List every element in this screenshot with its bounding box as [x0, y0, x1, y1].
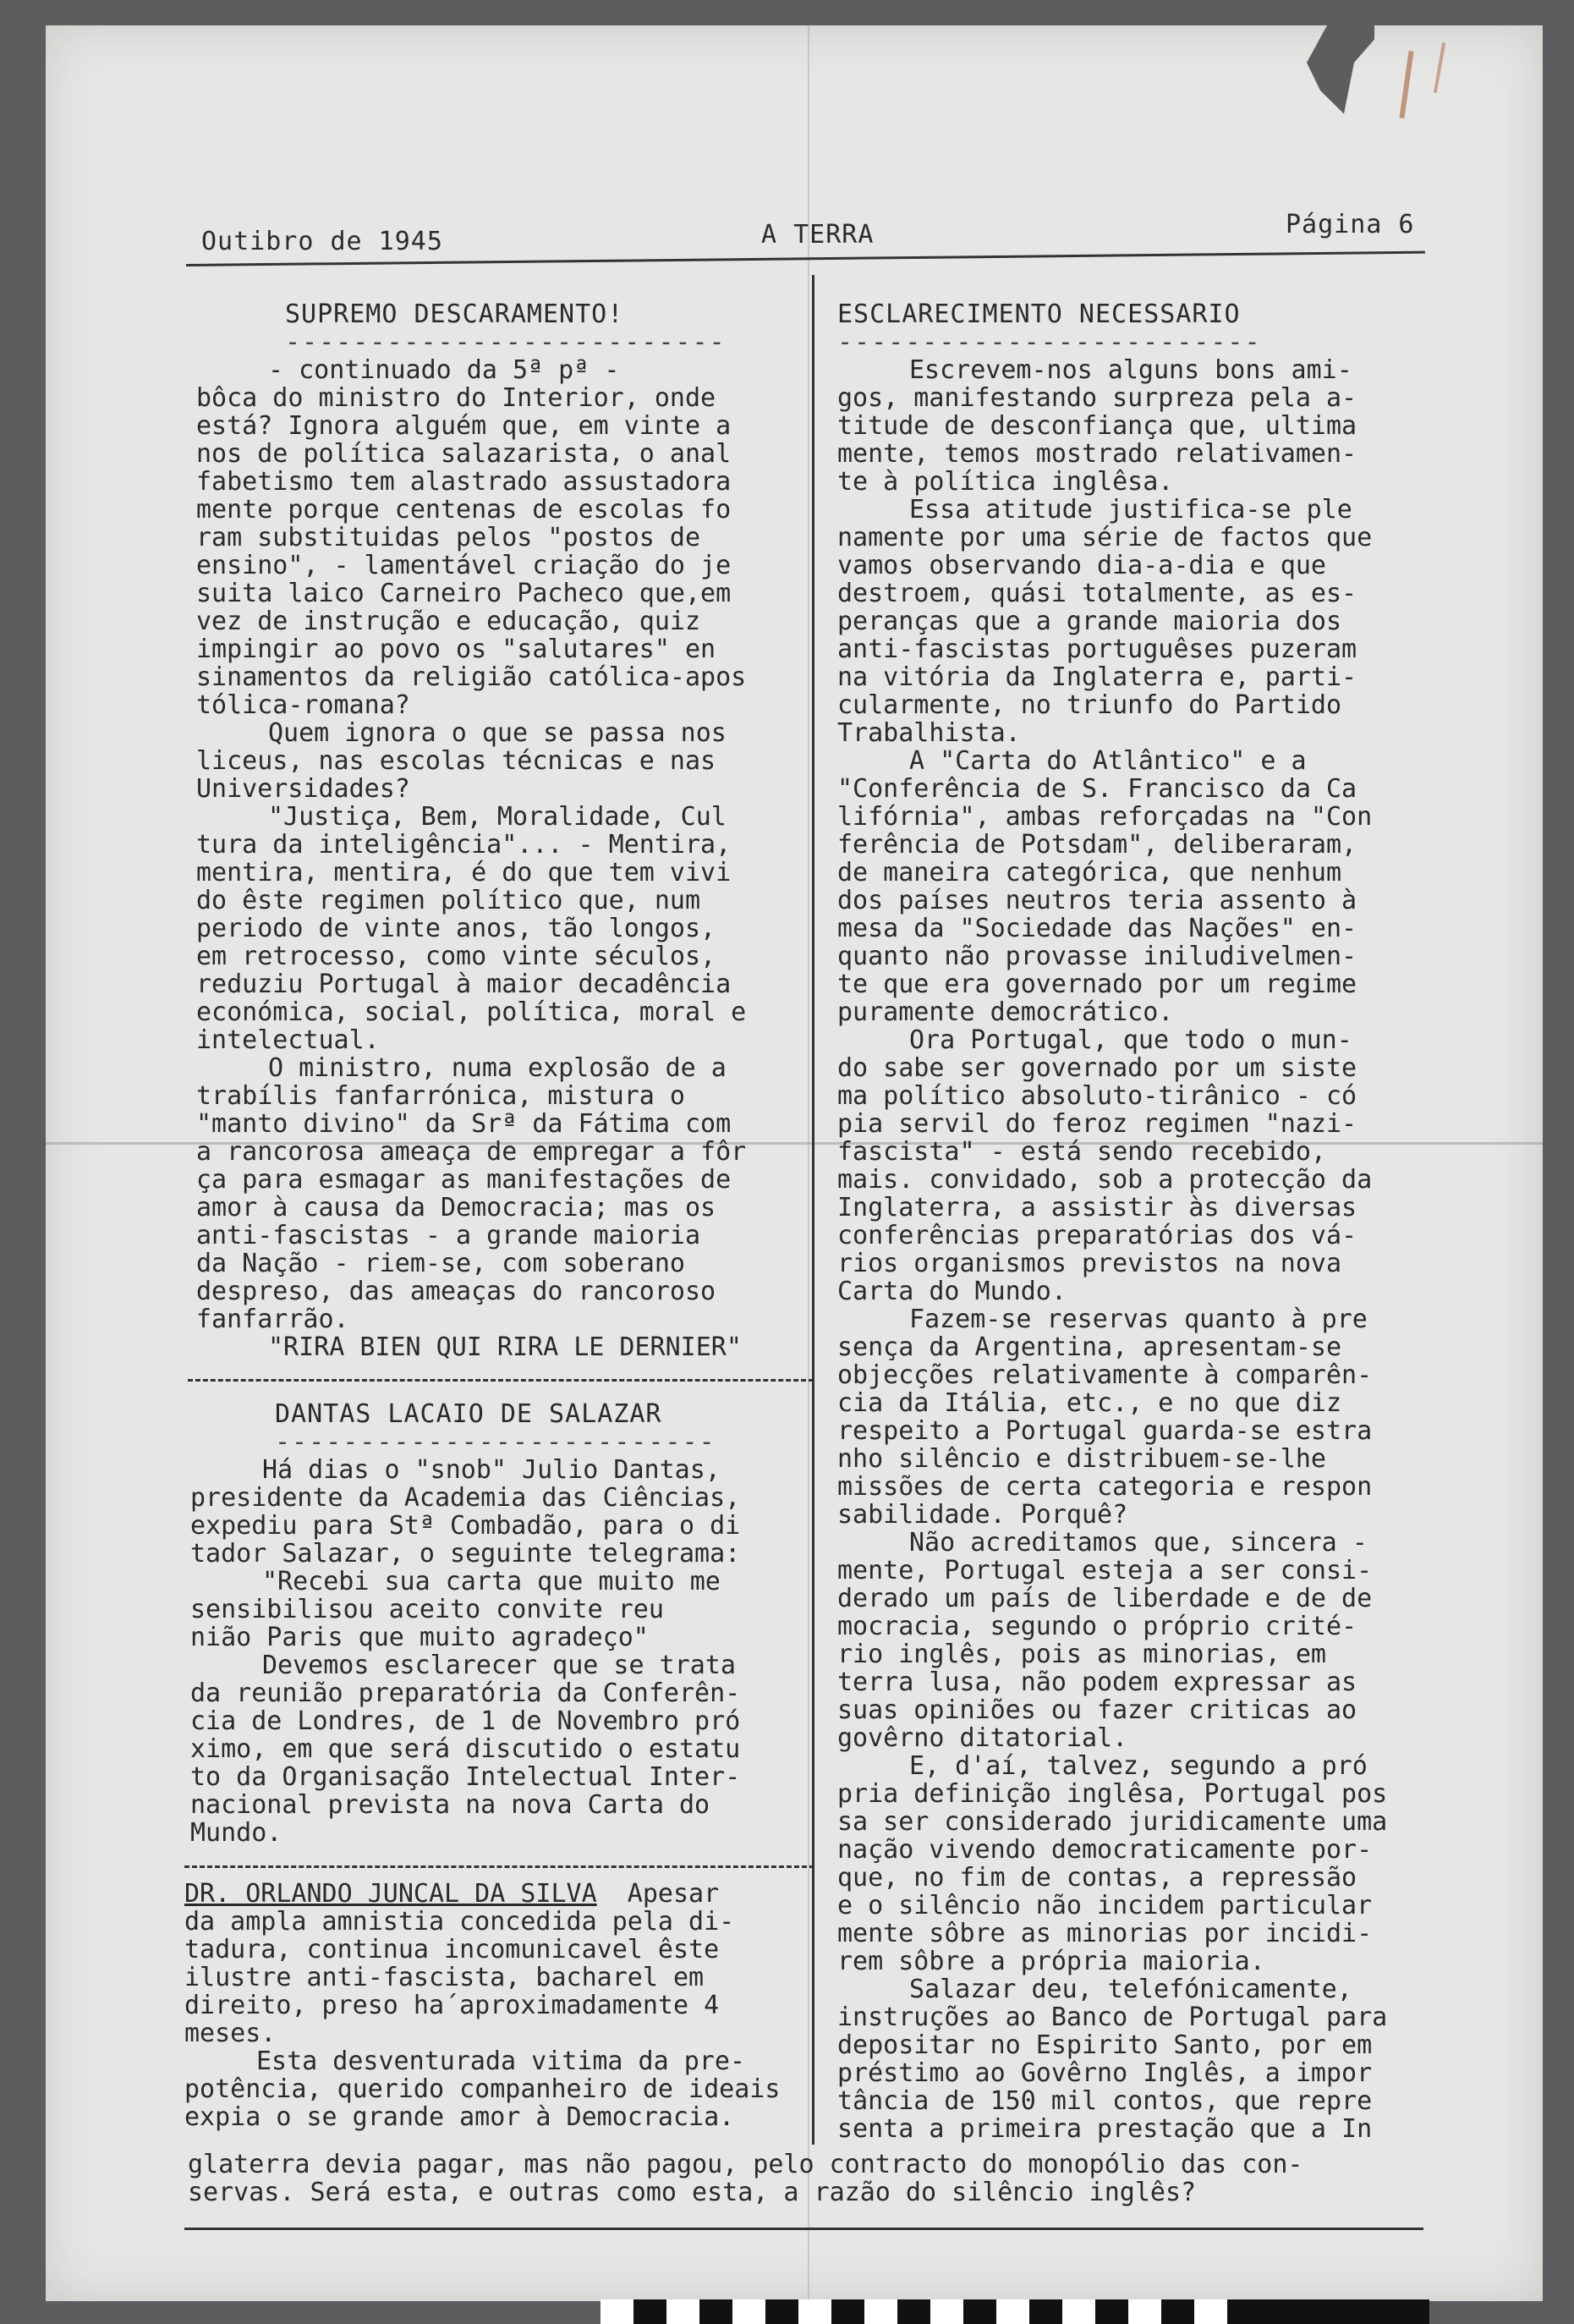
text-line: tância de 150 mil contos, que repre [837, 2087, 1373, 2115]
text-line: potência, querido companheiro de ideais [184, 2075, 781, 2103]
text-line: "RIRA BIEN QUI RIRA LE DERNIER" [268, 1333, 742, 1361]
text-line: liceus, nas escolas técnicas e nas [196, 747, 716, 775]
text-line: na vitória da Inglaterra e, parti- [837, 663, 1357, 691]
text-line: Quem ignora o que se passa nos [268, 719, 727, 747]
measurement-scale-end [1260, 2299, 1429, 2324]
article-title: SUPREMO DESCARAMENTO! [285, 300, 624, 328]
text-line: tador Salazar, o seguinte telegrama: [190, 1540, 741, 1568]
text-line: do êste regimen político que, num [196, 887, 701, 915]
text-line: "Recebi sua carta que muito me [262, 1568, 721, 1596]
text-line: objecções relativamente à comparên- [837, 1361, 1373, 1389]
text-line: "Justiça, Bem, Moralidade, Cul [268, 803, 727, 831]
text-line: gos, manifestando surpreza pela a- [837, 384, 1357, 412]
text-line: impingir ao povo os "salutares" en [196, 635, 716, 663]
article-supremo-descaramento [196, 300, 805, 1361]
text-line: amor à causa da Democracia; mas os [196, 1194, 716, 1222]
article-esclarecimento-necessario [837, 300, 1446, 2143]
text-line: cia de Londres, de 1 de Novembro pró [190, 1707, 741, 1735]
text-line: mente, Portugal esteja a ser consi- [837, 1557, 1373, 1585]
text-line: nião Paris que muito agradeço" [190, 1624, 649, 1651]
text-line: tadura, continua incomunicavel êste [184, 1936, 720, 1964]
text-line: Mundo. [190, 1819, 282, 1847]
text-line: respeito a Portugal guarda-se estra [837, 1417, 1373, 1445]
text-line: derado um país de liberdade e de de [837, 1585, 1373, 1613]
text-line: sa ser considerado juridicamente uma [837, 1808, 1388, 1836]
column-separator [812, 275, 814, 2145]
section-divider [188, 1379, 814, 1382]
text-line: nação vivendo democraticamente por- [837, 1836, 1373, 1864]
text-line: Ora Portugal, que todo o mun- [909, 1026, 1352, 1054]
text-line: depositar no Espirito Santo, por em [837, 2031, 1373, 2059]
text-line: te que era governado por um regime [837, 970, 1357, 998]
text-line: Universidades? [196, 775, 410, 803]
text-line: mocracia, segundo o próprio crité- [837, 1613, 1357, 1640]
text-line: de maneira categórica, que nenhum [837, 859, 1342, 887]
measurement-scale [601, 2299, 1260, 2324]
text-line: periodo de vinte anos, tão longos, [196, 915, 716, 942]
text-line: Não acreditamos que, sincera - [909, 1529, 1368, 1557]
text-line: expediu para Stª Combadão, para o di [190, 1512, 741, 1540]
text-line: nho silêncio e distribuem-se-lhe [837, 1445, 1326, 1473]
text-line: te à política inglêsa. [837, 468, 1174, 496]
text-line: O ministro, numa explosão de a [268, 1054, 727, 1082]
section-divider [184, 1865, 814, 1868]
article-continuation [188, 2151, 1431, 2206]
text-line: reduziu Portugal à maior decadência [196, 970, 732, 998]
text-line: terra lusa, não podem expressar as [837, 1668, 1357, 1696]
text-line: ensino", - lamentável criação do je [196, 552, 732, 580]
issue-date: Outibro de 1945 [201, 227, 443, 256]
text-line: pria definição inglêsa, Portugal pos [837, 1780, 1388, 1808]
text-line: que, no fim de contas, a repressão [837, 1864, 1357, 1892]
text-line: ça para esmagar as manifestações de [196, 1166, 732, 1194]
text-line: rios organismos previstos na nova [837, 1250, 1342, 1277]
article-heading-line [184, 1880, 809, 1908]
text-line: to da Organisação Intelectual Inter- [190, 1763, 741, 1791]
text-line: do sabe ser governado por um siste [837, 1054, 1357, 1082]
text-line: sensibilisou aceito convite reu [190, 1596, 664, 1624]
text-line: em retrocesso, como vinte séculos, [196, 942, 716, 970]
text-line: vamos observando dia-a-dia e que [837, 552, 1326, 580]
text-line: instruções ao Banco de Portugal para [837, 2003, 1388, 2031]
text-line: mais. convidado, sob a protecção da [837, 1166, 1373, 1194]
text-line: Fazem-se reservas quanto à pre [909, 1305, 1368, 1333]
text-line: vez de instrução e educação, quiz [196, 607, 701, 635]
text-line: sabilidade. Porquê? [837, 1501, 1128, 1529]
text-line: tólica-romana? [196, 691, 410, 719]
bottom-rule [184, 2228, 1423, 2230]
text-line: meses. [184, 2019, 277, 2047]
title-underline: ------------------------- [837, 328, 1262, 356]
text-line: - continuado da 5ª pª - [268, 356, 620, 384]
article-orlando-juncal [184, 1880, 809, 2131]
page-number: Página 6 [1286, 210, 1415, 239]
text-line: está? Ignora alguém que, em vinte a [196, 412, 732, 440]
text-line: nos de política salazarista, o anal [196, 440, 732, 468]
title-underline: -------------------------- [275, 1428, 716, 1456]
text-line: a rancorosa ameaça de empregar a fôr [196, 1138, 747, 1166]
text-line: da ampla amnistia concedida pela di- [184, 1908, 735, 1936]
text-line: cularmente, no triunfo do Partido [837, 691, 1342, 719]
text-line: destroem, quási totalmente, as es- [837, 580, 1357, 607]
text-line: rio inglês, pois as minorias, em [837, 1640, 1326, 1668]
text-line: mente sôbre as minorias por incidi- [837, 1920, 1373, 1948]
text-line: namente por uma série de factos que [837, 524, 1373, 552]
text-line: ferência de Potsdam", deliberaram, [837, 831, 1357, 859]
text-line: Esta desventurada vitima da pre- [256, 2047, 745, 2075]
text-line: Inglaterra, a assistir às diversas [837, 1194, 1357, 1222]
text-line: da Nação - riem-se, com soberano [196, 1250, 685, 1277]
text-line: Apesar [627, 1880, 720, 1908]
title-underline: -------------------------- [285, 328, 727, 356]
text-line: fanfarrão. [196, 1305, 349, 1333]
text-line: anti-fascistas - a grande maioria [196, 1222, 701, 1250]
text-line: anti-fascistas portuguêses puzeram [837, 635, 1357, 663]
text-line: ma político absoluto-tirânico - có [837, 1082, 1357, 1110]
text-line: presidente da Academia das Ciências, [190, 1484, 741, 1512]
text-line: Essa atitude justifica-se ple [909, 496, 1352, 524]
text-line: E, d'aí, talvez, segundo a pró [909, 1752, 1368, 1780]
text-line: mesa da "Sociedade das Nações" en- [837, 915, 1357, 942]
text-line: Salazar deu, telefónicamente, [909, 1975, 1352, 2003]
text-line: fabetismo tem alastrado assustadora [196, 468, 732, 496]
text-line: Há dias o "snob" Julio Dantas, [262, 1456, 721, 1484]
text-line: fascista" - está sendo recebido, [837, 1138, 1326, 1166]
text-line: Escrevem-nos alguns bons ami- [909, 356, 1352, 384]
text-line: bôca do ministro do Interior, onde [196, 384, 716, 412]
text-line: trabílis fanfarrónica, mistura o [196, 1082, 685, 1110]
text-line: ximo, em que será discutido o estatu [190, 1735, 741, 1763]
text-line: Trabalhista. [837, 719, 1021, 747]
text-line: e o silêncio não incidem particular [837, 1892, 1373, 1920]
text-line: Carta do Mundo. [837, 1277, 1067, 1305]
text-line: A "Carta do Atlântico" e a [909, 747, 1307, 775]
text-line: económica, social, política, moral e [196, 998, 747, 1026]
text-line: mente, temos mostrado relativamen- [837, 440, 1357, 468]
text-line: ilustre anti-fascista, bacharel em [184, 1964, 705, 1992]
text-line: intelectual. [196, 1026, 380, 1054]
text-line: servas. Será esta, e outras como esta, a razão do silêncio inglês? [188, 2178, 1197, 2206]
text-line: dos países neutros teria assento à [837, 887, 1357, 915]
text-line: senta a primeira prestação que a In [837, 2115, 1373, 2143]
text-line: expia o se grande amor à Democracia. [184, 2103, 735, 2131]
text-line: préstimo ao Govêrno Inglês, a impor [837, 2059, 1373, 2087]
text-line: conferências preparatórias dos vá- [837, 1222, 1357, 1250]
newspaper-title: A TERRA [761, 220, 875, 250]
text-line: quanto não provasse iniludivelmen- [837, 942, 1357, 970]
text-line: pia servil do feroz regimen "nazi- [837, 1110, 1357, 1138]
text-line: mentira, mentira, é do que tem vivi [196, 859, 732, 887]
text-line: peranças que a grande maioria dos [837, 607, 1342, 635]
text-line: cia da Itália, etc., e no que diz [837, 1389, 1342, 1417]
text-line: tura da inteligência"... - Mentira, [196, 831, 732, 859]
text-line: ram substituidas pelos "postos de [196, 524, 701, 552]
article-dantas-lacaio [190, 1400, 808, 1847]
text-line: suita laico Carneiro Pacheco que,em [196, 580, 732, 607]
text-line: lifórnia", ambas reforçadas na "Con [837, 803, 1373, 831]
text-line: suas opiniões ou fazer criticas ao [837, 1696, 1357, 1724]
article-title: ESCLARECIMENTO NECESSARIO [837, 300, 1241, 328]
text-line: sença da Argentina, apresentam-se [837, 1333, 1342, 1361]
article-title: DR. ORLANDO JUNCAL DA SILVA [184, 1880, 597, 1908]
text-line: nacional prevista na nova Carta do [190, 1791, 710, 1819]
text-line: da reunião preparatória da Conferên- [190, 1679, 741, 1707]
text-line: mente porque centenas de escolas fo [196, 496, 732, 524]
text-line: "Conferência de S. Francisco da Ca [837, 775, 1357, 803]
text-line: govêrno ditatorial. [837, 1724, 1128, 1752]
text-line: glaterra devia pagar, mas não pagou, pelo contracto do monopólio das con- [188, 2151, 1303, 2178]
text-line: direito, preso ha´aproximadamente 4 [184, 1992, 720, 2019]
text-line: Devemos esclarecer que se trata [262, 1651, 736, 1679]
text-line: titude de desconfiança que, ultima [837, 412, 1357, 440]
text-line: missões de certa categoria e respon [837, 1473, 1373, 1501]
text-line: sinamentos da religião católica-apos [196, 663, 747, 691]
text-line: despreso, das ameaças do rancoroso [196, 1277, 716, 1305]
text-line: puramente democrático. [837, 998, 1174, 1026]
text-line: rem sôbre a própria maioria. [837, 1948, 1265, 1975]
article-title: DANTAS LACAIO DE SALAZAR [275, 1400, 662, 1428]
text-line: "manto divino" da Srª da Fátima com [196, 1110, 732, 1138]
